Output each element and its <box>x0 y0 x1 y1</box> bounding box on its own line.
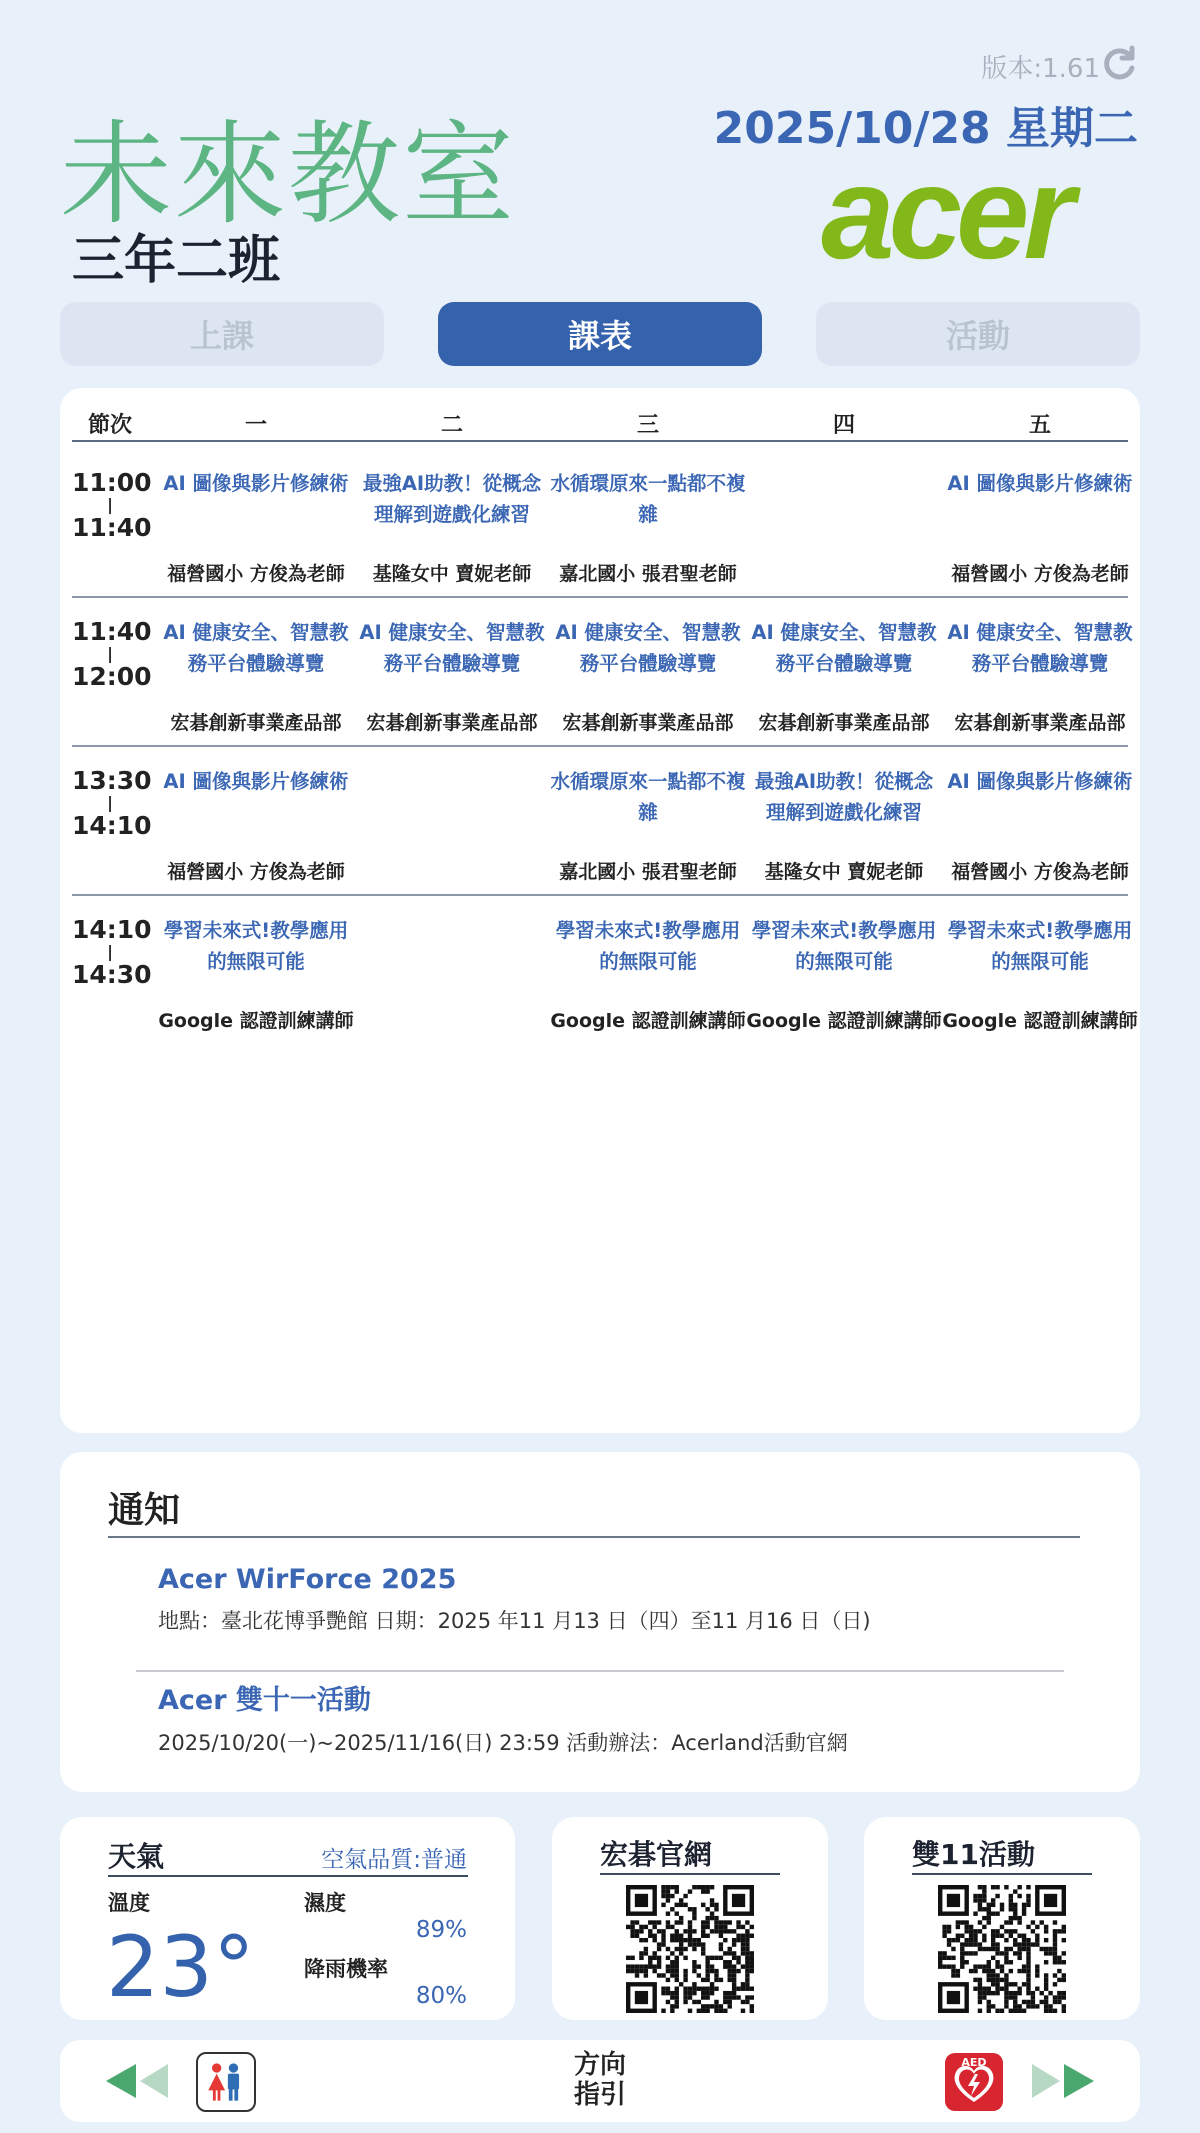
notice-item-title: Acer 雙十一活動 <box>158 1685 371 1716</box>
acer-site-qr-panel[interactable] <box>552 1817 828 2020</box>
teacher-name: 宏碁創新事業產品部 <box>562 712 734 734</box>
timetable-cell[interactable] <box>942 617 1138 743</box>
teacher-name: 宏碁創新事業產品部 <box>954 712 1126 734</box>
aed-icon[interactable] <box>944 2052 1004 2112</box>
version-label: 版本:1.61 <box>981 54 1100 84</box>
header <box>0 0 1200 290</box>
notice-title: 通知 <box>108 1490 181 1531</box>
acer-logo <box>750 172 1140 272</box>
teacher-name: 福營國小 方俊為老師 <box>167 563 345 585</box>
teacher-name: 福營國小 方俊為老師 <box>951 861 1129 883</box>
humidity-value: 89% <box>415 1917 467 1943</box>
course-name: 水循環原來一點都不複雜 <box>550 770 746 824</box>
notice-panel <box>60 1452 1140 1792</box>
direction-line-2: 指引 <box>573 2080 626 2110</box>
svg-text:acer: acer <box>821 172 1069 272</box>
notice-item[interactable] <box>158 1564 871 1635</box>
timetable-header <box>72 408 1128 442</box>
teacher-name: 福營國小 方俊為老師 <box>951 563 1129 585</box>
divider <box>108 1875 468 1877</box>
footer-bar <box>60 2040 1140 2122</box>
refresh-icon[interactable] <box>1096 42 1140 86</box>
rain-chance-label: 降雨機率 <box>304 1957 388 1981</box>
arrow-right-icon[interactable] <box>1030 2062 1094 2100</box>
period-start: 13:30 <box>72 766 152 795</box>
course-name: 學習未來式!教學應用的無限可能 <box>947 919 1133 973</box>
course-name: AI 健康安全、智慧教務平台體驗導覽 <box>163 621 349 675</box>
teacher-name: 宏碁創新事業產品部 <box>758 712 930 734</box>
timetable-cell <box>354 915 550 1041</box>
rain-chance-value: 80% <box>415 1983 467 2009</box>
temperature-value: 23° <box>106 1918 255 2016</box>
timetable-cell[interactable] <box>550 468 746 594</box>
class-name: 三年二班 <box>72 231 281 291</box>
divider <box>912 1873 1092 1875</box>
course-name: AI 健康安全、智慧教務平台體驗導覽 <box>751 621 937 675</box>
divider <box>108 1536 1080 1538</box>
qr-code-icon[interactable] <box>938 1885 1066 2013</box>
period-time <box>72 617 152 691</box>
course-name: 學習未來式!教學應用的無限可能 <box>555 919 741 973</box>
period-start: 11:40 <box>72 617 152 646</box>
teacher-name: 嘉北國小 張君聖老師 <box>559 861 737 883</box>
period-separator: | <box>107 495 113 514</box>
timetable-cell[interactable] <box>550 915 746 1041</box>
timetable-cell[interactable] <box>746 915 942 1041</box>
timetable-cell[interactable] <box>942 468 1138 594</box>
period-time <box>72 915 152 989</box>
timetable-cell[interactable] <box>158 617 354 743</box>
timetable-cell[interactable] <box>354 617 550 743</box>
notice-item-body: 地點：臺北花博爭艷館 日期：2025 年11 月13 日（四）至11 月16 日（日) <box>158 1609 871 1633</box>
teacher-name: 基隆女中 賣妮老師 <box>764 861 924 883</box>
teacher-name: Google 認證訓練講師 <box>550 1010 746 1032</box>
notice-item-body: 2025/10/20(一)~2025/11/16(日) 23:59 活動辦法：Acerland活動官網 <box>158 1731 848 1755</box>
timetable-cell[interactable] <box>746 617 942 743</box>
course-name: AI 健康安全、智慧教務平台體驗導覽 <box>947 621 1133 675</box>
col-header-mon: 一 <box>244 413 267 438</box>
col-header-fri: 五 <box>1028 413 1051 438</box>
timetable-row <box>72 450 1133 598</box>
period-end: 11:40 <box>72 513 152 542</box>
period-separator: | <box>107 793 113 812</box>
course-name: 水循環原來一點都不複雜 <box>550 472 746 526</box>
period-separator: | <box>107 644 113 663</box>
app-title: 未來教室 <box>60 110 516 240</box>
weather-panel <box>60 1817 515 2020</box>
air-quality: 空氣品質:普通 <box>321 1847 467 1873</box>
teacher-name: 嘉北國小 張君聖老師 <box>559 563 737 585</box>
period-time <box>72 766 152 840</box>
qr-code-icon[interactable] <box>626 1885 754 2013</box>
qr-title: 宏碁官網 <box>600 1838 713 1871</box>
teacher-name: 福營國小 方俊為老師 <box>167 861 345 883</box>
period-start: 11:00 <box>72 468 152 497</box>
teacher-name: 宏碁創新事業產品部 <box>170 712 342 734</box>
timetable-panel <box>60 388 1140 1433</box>
timetable-cell[interactable] <box>158 766 354 892</box>
period-separator: | <box>107 942 113 961</box>
col-header-tue: 二 <box>440 413 463 438</box>
timetable-cell[interactable] <box>354 468 550 594</box>
period-end: 14:30 <box>72 960 152 989</box>
humidity-label: 濕度 <box>304 1891 346 1915</box>
col-header-period: 節次 <box>87 413 132 438</box>
teacher-name: Google 認證訓練講師 <box>158 1010 354 1032</box>
course-name: 最強AI助教！從概念理解到遊戲化練習 <box>754 770 934 824</box>
qr-title: 雙11活動 <box>912 1838 1035 1871</box>
tab-activities[interactable]: 活動 <box>816 302 1140 366</box>
teacher-name: 基隆女中 賣妮老師 <box>372 563 532 585</box>
teacher-name: 宏碁創新事業產品部 <box>366 712 538 734</box>
period-end: 12:00 <box>72 662 152 691</box>
temperature-label: 溫度 <box>108 1891 150 1915</box>
course-name: 學習未來式!教學應用的無限可能 <box>163 919 349 973</box>
timetable-cell[interactable] <box>550 617 746 743</box>
teacher-name: Google 認證訓練講師 <box>942 1010 1138 1032</box>
course-name: AI 健康安全、智慧教務平台體驗導覽 <box>555 621 741 675</box>
course-name: AI 圖像與影片修練術 <box>163 770 349 793</box>
course-name: AI 圖像與影片修練術 <box>947 472 1133 495</box>
divider <box>600 1873 780 1875</box>
aed-text: AED <box>961 2056 987 2069</box>
tab-timetable[interactable]: 課表 <box>438 302 762 366</box>
double11-qr-panel[interactable] <box>864 1817 1140 2020</box>
course-name: 學習未來式!教學應用的無限可能 <box>751 919 937 973</box>
timetable-cell[interactable] <box>550 766 746 892</box>
notice-item-title: Acer WirForce 2025 <box>158 1564 457 1595</box>
timetable-row <box>72 748 1133 896</box>
notice-item[interactable] <box>158 1678 848 1757</box>
period-start: 14:10 <box>72 915 152 944</box>
timetable-cell[interactable] <box>746 766 942 892</box>
teacher-name: Google 認證訓練講師 <box>746 1010 942 1032</box>
period-time <box>72 468 152 542</box>
timetable-cell[interactable] <box>158 468 354 594</box>
timetable-cell <box>746 468 942 594</box>
course-name: 最強AI助教！從概念理解到遊戲化練習 <box>362 472 542 526</box>
weather-title: 天氣 <box>108 1840 165 1873</box>
current-date: 2025/10/28 星期二 <box>713 103 1138 154</box>
timetable-cell[interactable] <box>158 915 354 1041</box>
timetable-row <box>72 897 1138 1045</box>
tab-bar <box>60 302 1140 366</box>
timetable-cell <box>354 766 550 892</box>
course-name: AI 圖像與影片修練術 <box>163 472 349 495</box>
period-end: 14:10 <box>72 811 152 840</box>
timetable-cell[interactable] <box>942 915 1138 1041</box>
course-name: AI 健康安全、智慧教務平台體驗導覽 <box>359 621 545 675</box>
col-header-wed: 三 <box>636 413 659 438</box>
course-name: AI 圖像與影片修練術 <box>947 770 1133 793</box>
timetable-cell[interactable] <box>942 766 1138 892</box>
direction-line-1: 方向 <box>573 2050 626 2080</box>
tab-class[interactable]: 上課 <box>60 302 384 366</box>
timetable-row <box>72 599 1133 747</box>
divider <box>136 1670 1064 1672</box>
col-header-thu: 四 <box>832 413 855 438</box>
